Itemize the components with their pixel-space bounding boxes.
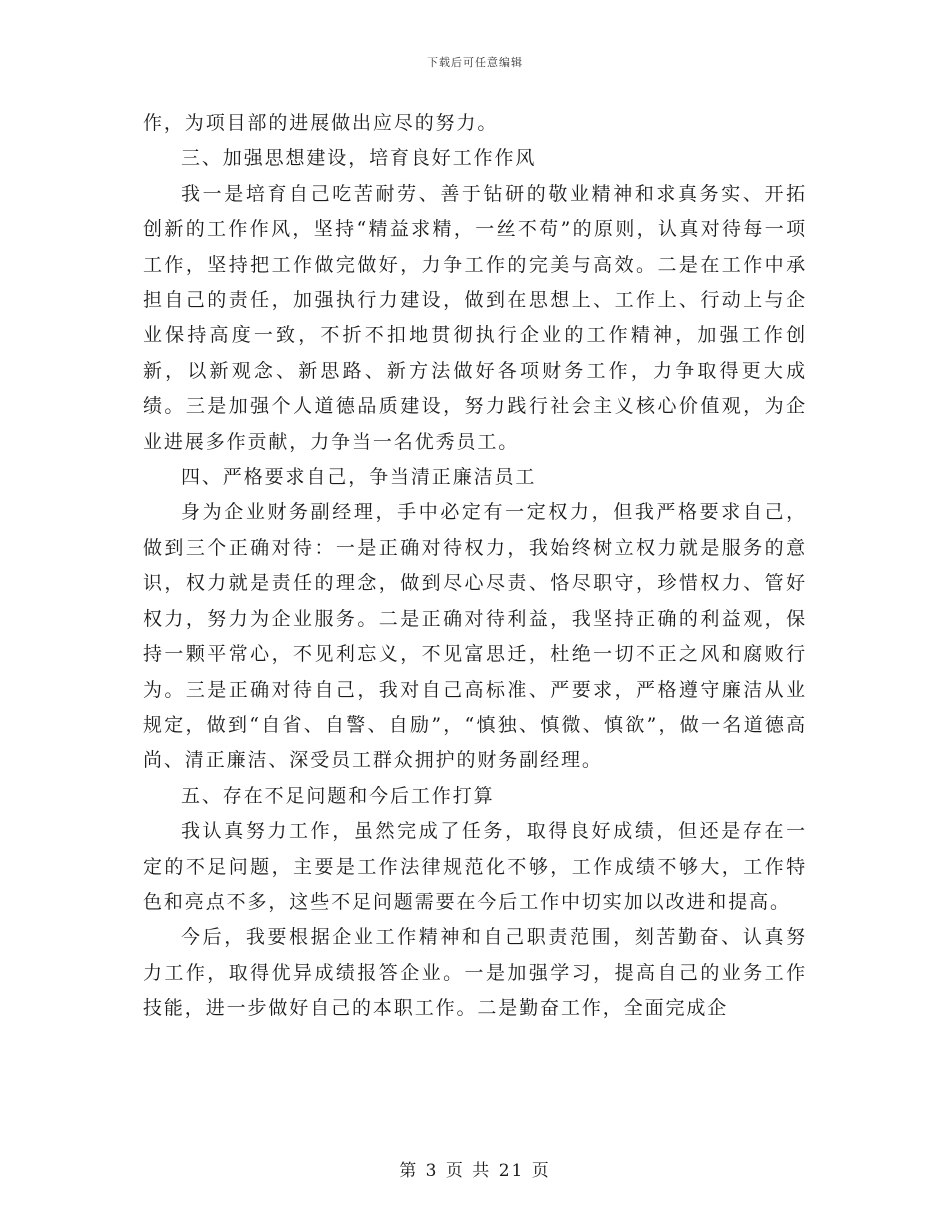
paragraph: 身为企业财务副经理，手中必定有一定权力，但我严格要求自己，做到三个正确对待：一是正确对待权力，我始终树立权力就是服务的意识，权力就是责任的理念，做到尽心尽责、恪尽职守，珍惜权力、管好权力，努力为企业服务。二是正确对待利益，我坚持正确的利益观，保持一颗平常心，不见利忘义，不见富思迁，杜绝一切不正之风和腐败行为。三是正确对待自己，我对自己高标准、严要求，严格遵守廉洁从业规定，做到“自省、自警、自励”，“慎独、慎微、慎欲”，做一名道德高尚、清正廉洁、深受员工群众拥护的财务副经理。 (143, 501, 807, 772)
section-heading-3: 三、加强思想建设，培育良好工作作风 (181, 147, 537, 170)
paragraph: 今后，我要根据企业工作精神和自己职责范围，刻苦勤奋、认真努力工作，取得优异成绩报答企业。一是加强学习，提高自己的业务工作技能，进一步做好自己的本职工作。二是勤奋工作，全面完成企 (143, 926, 807, 1020)
section-heading-4: 四、严格要求自己，争当清正廉洁员工 (181, 466, 537, 489)
page-number-footer: 第 3 页 共 21 页 (399, 1161, 551, 1181)
page-header: 下载后可任意编辑 (427, 56, 523, 69)
section-heading-5: 五、存在不足问题和今后工作打算 (181, 784, 495, 807)
document-body (143, 106, 807, 1027)
paragraph-continuation: 作，为项目部的进展做出应尽的努力。 (143, 112, 499, 134)
paragraph: 我认真努力工作，虽然完成了任务，取得良好成绩，但还是存在一定的不足问题，主要是工作法律规范化不够，工作成绩不够大，工作特色和亮点不多，这些不足问题需要在今后工作中切实加以改进和提高。 (143, 820, 807, 913)
paragraph: 我一是培育自己吃苦耐劳、善于钻研的敬业精神和求真务实、开拓创新的工作作风，坚持“精益求精，一丝不苟”的原则，认真对待每一项工作，坚持把工作做完做好，力争工作的完美与高效。二是在工作中承担自己的责任，加强执行力建设，做到在思想上、工作上、行动上与企业保持高度一致，不折不扣地贯彻执行企业的工作精神，加强工作创新，以新观念、新思路、新方法做好各项财务工作，力争取得更大成绩。三是加强个人道德品质建设，努力践行社会主义核心价值观，为企业进展多作贡献，力争当一名优秀员工。 (143, 182, 807, 453)
